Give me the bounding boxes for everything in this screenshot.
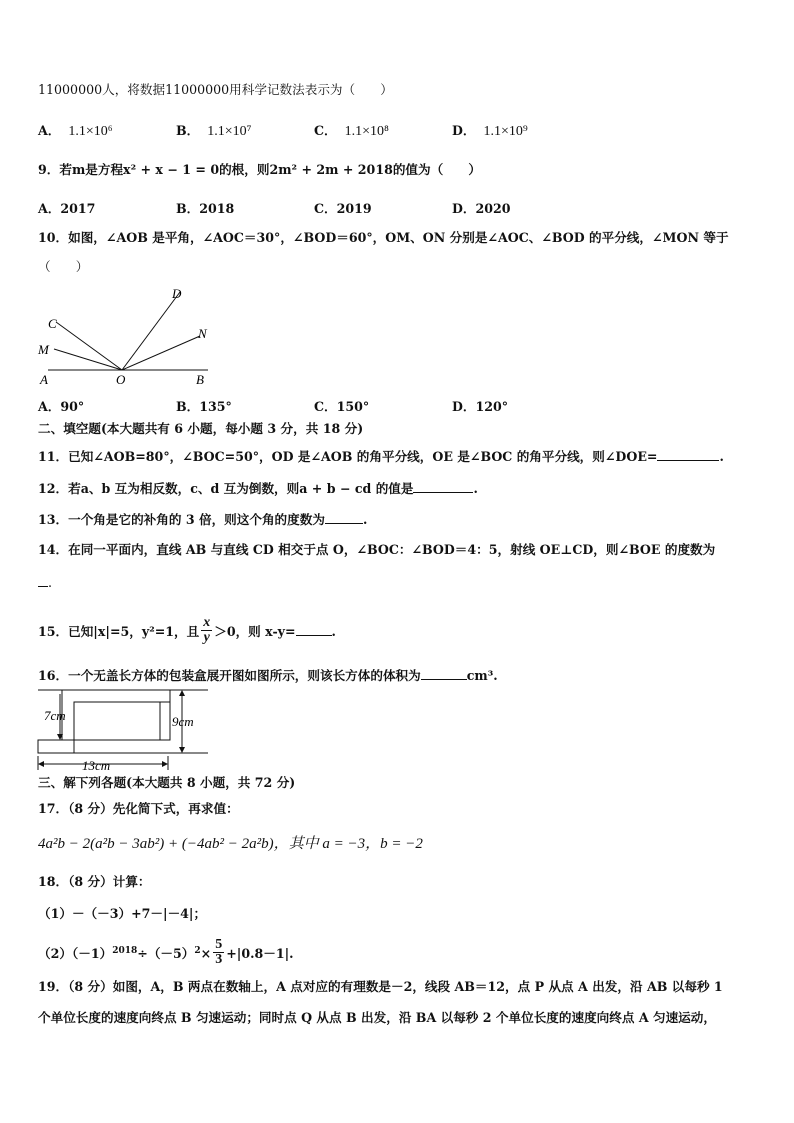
q17-expression: 4a²b − 2(a²b − 3ab²) + (−4ab² − 2a²b)，其中 a = −3，b = −2 [38,836,423,852]
q8-option-b: B． 1.1×10⁷ [176,123,252,139]
label-c: C [48,316,57,331]
q9-option-c: C．2019 [314,201,372,216]
q15-fraction: $\frac{x}{y}$ [203,615,211,645]
q18-part1: （1）－（－3）+7－|－4|； [38,906,207,921]
q8-text: 11000000人，将数据11000000用科学记数法表示为（ ） [38,82,393,97]
label-b: B [196,372,204,387]
label-o: O [116,372,126,387]
q13-text: 13．一个角是它的补角的 3 倍，则这个角的度数为 . [38,512,368,527]
q19-text-line2: 个单位长度的速度向终点 B 匀速运动；同时点 Q 从点 B 出发，沿 BA 以每秒 2 个单位长度的速度向终点 A 匀速运动， [38,1010,716,1025]
q14-blank: . [38,574,52,591]
q10-option-b: B．135° [176,399,232,414]
q11-text: 11．已知∠AOB=80°，∠BOC=50°，OD 是∠AOB 的角平分线，OE 是∠BOC 的角平分线，则∠DOE= . [38,449,724,464]
box-net-figure [34,686,214,772]
q10-answer-bracket: （ ） [38,259,89,274]
q15-text: 15．已知|x|=5，y²=1，且 $\frac{x}{y}$ ＞0，则 x-y= . [38,615,336,645]
q10-option-d: D．120° [452,399,509,414]
q9-option-a: A．2017 [38,201,96,216]
section-2-heading: 二、填空题(本大题共有 6 小题，每小题 3 分，共 18 分) [38,421,364,436]
q8-option-a: A． 1.1×10⁶ [38,123,113,139]
ray-om [54,349,122,370]
label-d: D [172,286,182,301]
q8-option-c: C． 1.1×10⁸ [314,123,389,139]
angle-figure [30,282,220,388]
label-m: M [38,342,49,357]
q18-text: 18．（8 分）计算： [38,874,151,889]
label-13cm: 13cm [82,758,111,772]
q18-fraction: $\frac{5}{3}$ [215,937,223,967]
section-3-heading: 三、解下列各题(本大题共 8 小题，共 72 分) [38,775,296,790]
ray-on [122,336,200,370]
label-7cm: 7cm [44,708,66,723]
q8-option-d: D． 1.1×10⁹ [452,123,528,139]
q9-option-d: D．2020 [452,201,511,216]
q14-text: 14．在同一平面内，直线 AB 与直线 CD 相交于点 O，∠BOC：∠BOD＝4：5，射线 OE⊥CD，则∠BOE 的度数为 [38,542,716,557]
label-9cm: 9cm [172,714,194,729]
q16-text: 16．一个无盖长方体的包装盒展开图如图所示，则该长方体的体积为 cm³. [38,668,498,683]
q9-option-b: B．2018 [176,201,235,216]
label-n: N [198,326,207,341]
q10-text: 10．如图，∠AOB 是平角，∠AOC＝30°，∠BOD＝60°，OM、ON 分别是∠AOC、∠BOD 的平分线，∠MON 等于 [38,230,729,245]
q10-option-a: A．90° [38,399,85,414]
ray-oc [56,322,122,370]
label-a: A [40,372,48,387]
ray-od [122,292,180,370]
q17-text: 17．（8 分）先化简下式，再求值： [38,801,239,816]
q10-option-c: C．150° [314,399,370,414]
q18-part2: $(2)(-1)^{2018}\div(-5)^2\times$ $\frac{5}{3}$ +|0.8－1|. [38,937,294,967]
q12-text: 12．若a、b 互为相反数，c、d 互为倒数，则a + b − cd 的值是 . [38,481,478,496]
q19-text-line1: 19．（8 分）如图，A，B 两点在数轴上，A 点对应的有理数是－2，线段 AB＝12，点 P 从点 A 出发，沿 AB 以每秒 1 [38,979,723,994]
q9-text: 9．若m是方程x² + x − 1 = 0的根，则2m² + 2m + 2018的值为（ ） [38,162,481,177]
